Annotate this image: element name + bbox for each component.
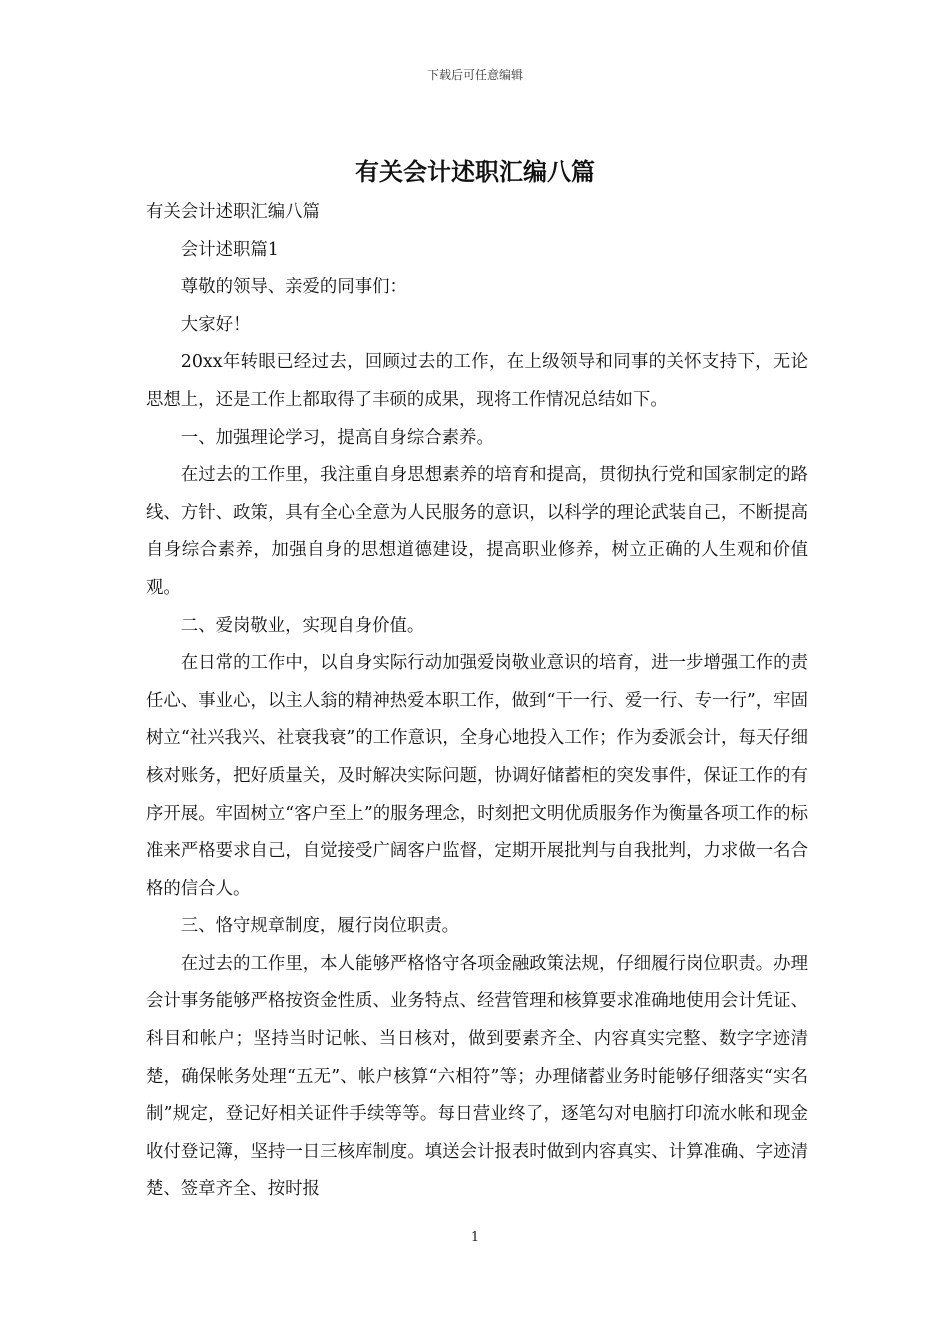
paragraph: 一、加强理论学习，提高自身综合素养。 [180, 427, 494, 448]
paragraph: 在过去的工作里，本人能够严格恪守各项金融政策法规，仔细履行岗位职责。办理会计事务能够严格按资金性质、业务特点、经营管理和核算要求准确地使用会计凭证、科目和帐户；坚持当时记帐、当日核对，做到要素齐全、内容真实完整、数字字迹清楚，确保帐务处理“五无”、帐户核算“六相符”等；办理储蓄业务时能够仔细落实“实名制”规定，登记好相关证件手续等等。每日营业终了，逐笔勾对电脑打印流水帐和现金收付登记簿，坚持一日三核库制度。填送会计报表时做到内容真实、计算准确、字迹清楚、签章齐全、按时报 [146, 953, 808, 1200]
paragraph: 尊敬的领导、亲爱的同事们： [180, 277, 407, 298]
paragraph: 二、爱岗敬业，实现自身价值。 [180, 615, 425, 636]
paragraph: 在过去的工作里，我注重自身思想素养的培育和提高，贯彻执行党和国家制定的路线、方针、政策，具有全心全意为人民服务的意识，以科学的理论武装自己，不断提高自身综合素养，加强自身的思想道德建设，提高职业修养，树立正确的人生观和价值观。 [146, 465, 808, 598]
paragraph: 会计述职篇1 [180, 239, 279, 260]
paragraph: 大家好！ [180, 314, 251, 335]
document-title: 有关会计述职汇编八篇 [355, 157, 595, 186]
paragraph: 20xx年转眼已经过去，回顾过去的工作，在上级领导和同事的关怀支持下，无论思想上，还是工作上都取得了丰硕的成果，现将工作情况总结如下。 [146, 352, 808, 410]
document-body [146, 194, 808, 1209]
page-number: 1 [470, 1230, 480, 1245]
paragraph: 三、恪守规章制度，履行岗位职责。 [180, 916, 460, 937]
paragraph: 在日常的工作中，以自身实际行动加强爱岗敬业意识的培育，进一步增强工作的责任心、事业心，以主人翁的精神热爱本职工作，做到“干一行、爱一行、专一行”，牢固树立“社兴我兴、社衰我衰”的工作意识，全身心地投入工作；作为委派会计，每天仔细核对账务，把好质量关，及时解决实际问题，协调好储蓄柜的突发事件，保证工作的有序开展。牢固树立“客户至上”的服务理念，时刻把文明优质服务作为衡量各项工作的标准来严格要求自己，自觉接受广阔客户监督，定期开展批判与自我批判，力求做一名合格的信合人。 [146, 653, 808, 899]
header-note: 下载后可任意编辑 [426, 68, 523, 82]
paragraph: 有关会计述职汇编八篇 [146, 202, 320, 222]
